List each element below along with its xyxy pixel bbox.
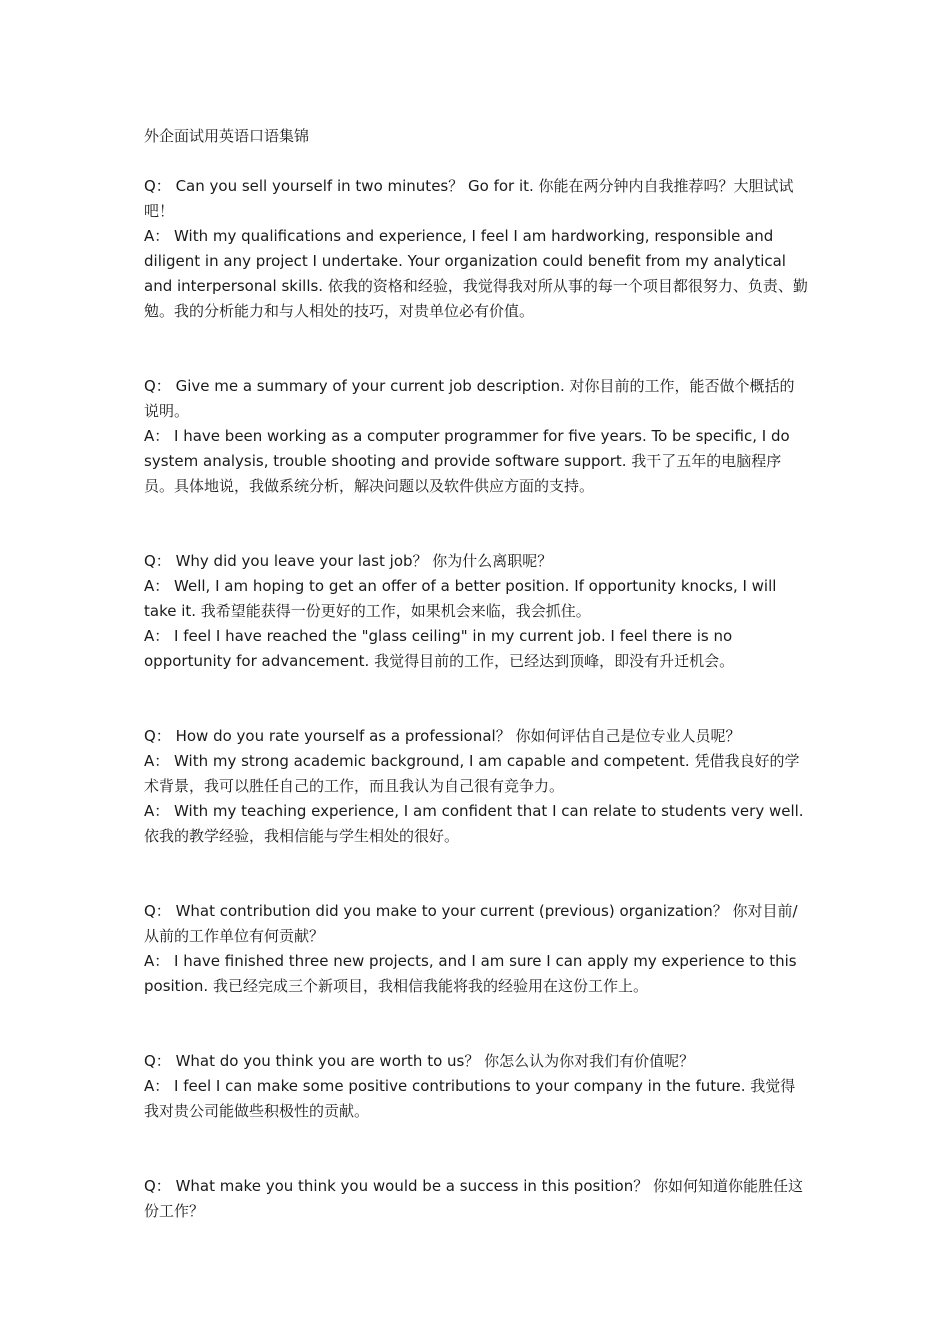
question-line: Q： What contribution did you make to your current (previous) organization？ 你对目前/从前的工作单位有何贡献？ [144, 902, 798, 945]
qa-block [144, 1174, 808, 1224]
document-title: 外企面试用英语口语集锦 [144, 127, 310, 145]
qa-block [144, 1049, 808, 1124]
answer-line: A： I have finished three new projects, and I am sure I can apply my experience to this position. 我已经完成三个新项目，我相信我能将我的经验用在这份工作上。 [144, 952, 797, 995]
qa-block [144, 549, 808, 674]
answer-line: A： Well, I am hoping to get an offer of a better position. If opportunity knocks, I will take it. 我希望能获得一份更好的工作，如果机会来临，我会抓住。 [144, 577, 777, 620]
document-body [144, 124, 808, 1224]
question-line: Q： How do you rate yourself as a professional？ 你如何评估自己是位专业人员呢？ [144, 727, 741, 745]
qa-block [144, 899, 808, 999]
answer-line: A： I feel I can make some positive contributions to your company in the future. 我觉得我对贵公司能做些积极性的贡献。 [144, 1077, 796, 1120]
answer-line: A： With my qualifications and experience, I feel I am hardworking, responsible and diligent in any project I undertake. Your organization could benefit from my analytical and interpersonal skills. 依我的资格和经验，我觉得我对所从事的每一个项目都很努力、负责、勤勉。我的分析能力和与人相处的技巧，对贵单位必有价值。 [144, 227, 808, 320]
question-line: Q： Can you sell yourself in two minutes？ Go for it. 你能在两分钟内自我推荐吗？大胆试试吧！ [144, 177, 794, 220]
question-line: Q： What make you think you would be a success in this position？ 你如何知道你能胜任这份工作？ [144, 1177, 803, 1220]
question-line: Q： Why did you leave your last job？ 你为什么离职呢？ [144, 552, 553, 570]
qa-block [144, 374, 808, 499]
answer-line: A： With my strong academic background, I am capable and competent. 凭借我良好的学术背景，我可以胜任自己的工作，而且我认为自己很有竞争力。 [144, 752, 800, 795]
answer-line: A： I feel I have reached the "glass ceiling" in my current job. I feel there is no opportunity for advancement. 我觉得目前的工作，已经达到顶峰，即没有升迁机会。 [144, 627, 735, 670]
answer-line: A： I have been working as a computer programmer for five years. To be specific, I do system analysis, trouble shooting and provide software support. 我干了五年的电脑程序员。具体地说，我做系统分析，解决问题以及软件供应方面的支持。 [144, 427, 790, 495]
question-line: Q： What do you think you are worth to us？ 你怎么认为你对我们有价值呢？ [144, 1052, 695, 1070]
qa-block [144, 174, 808, 324]
question-line: Q： Give me a summary of your current job description. 对你目前的工作，能否做个概括的说明。 [144, 377, 795, 420]
answer-line: A： With my teaching experience, I am confident that I can relate to students very well. 依我的教学经验，我相信能与学生相处的很好。 [144, 802, 804, 845]
qa-block [144, 724, 808, 849]
